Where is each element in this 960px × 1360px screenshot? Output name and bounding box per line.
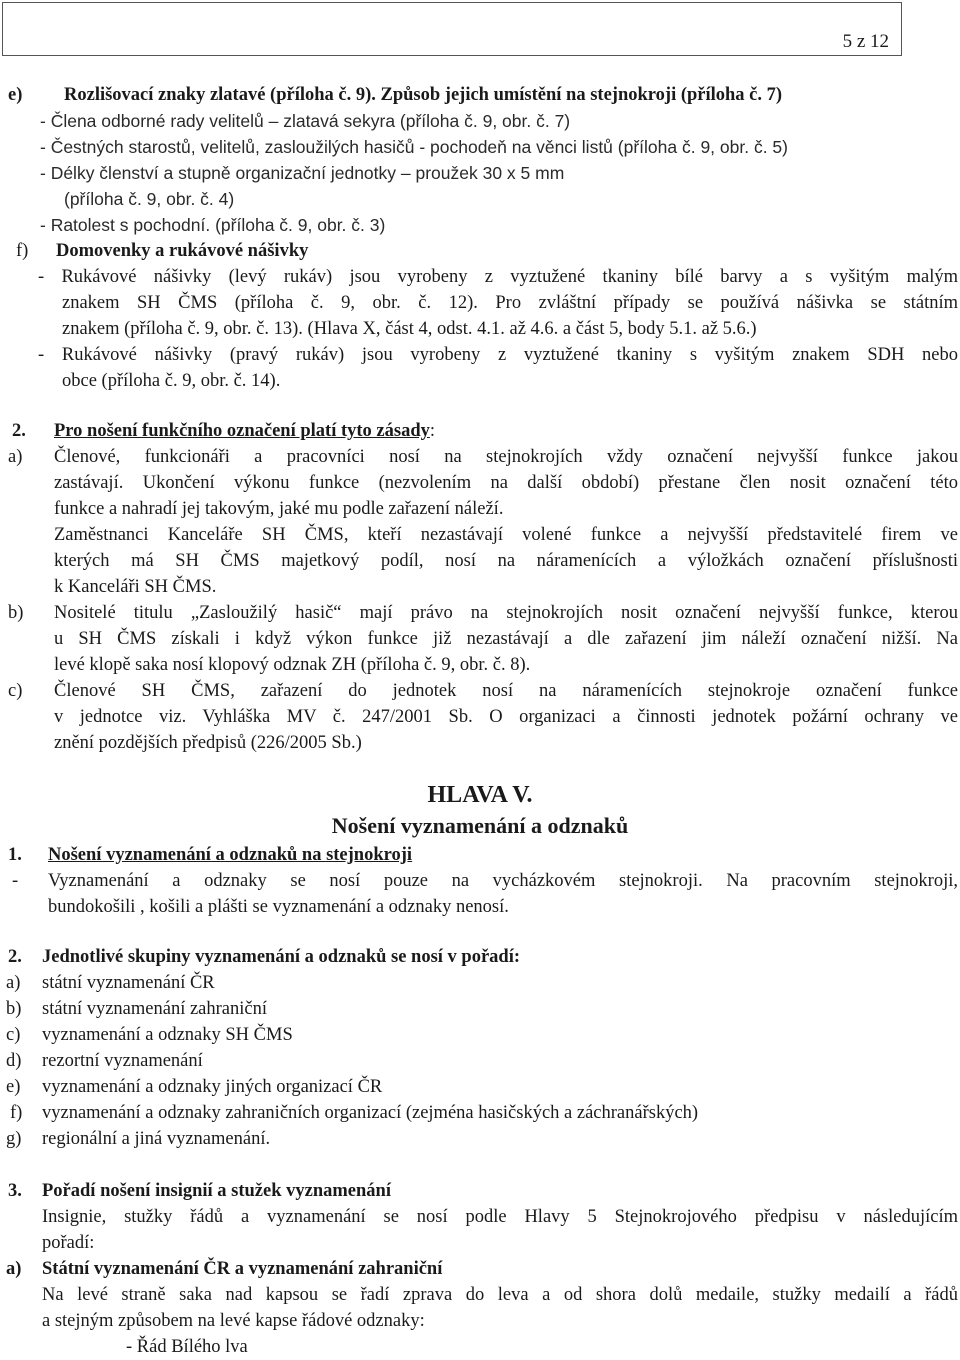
item-f-line-2a: - Rukávové nášivky (pravý rukáv) jsou vyrobeny z vyztužené tkaniny s vyšitým znakem SDH nebo — [38, 345, 958, 365]
item-2a-line-2: zastávají. Ukončení výkonu funkce (nezvolením na další období) přestane člen nosit označení této — [54, 473, 958, 493]
item-2a-line-5: kterých má SH ČMS majetkový podíl, nosí na náramenících a výložkách označení příslušnosti — [54, 551, 958, 571]
order-item-text: regionální a jiná vyznamenání. — [42, 1129, 271, 1149]
item-e-line-3b: (příloha č. 9, obr. č. 4) — [64, 189, 235, 209]
section-h3-number: 3. — [8, 1181, 22, 1201]
section-h3-line-2: pořadí: — [42, 1233, 95, 1253]
order-item-label: a) — [6, 973, 21, 993]
item-e-line-2: - Čestných starostů, velitelů, zasloužilých hasičů - pochodeň na věnci listů (příloha č. 9, obr. č. 5) — [40, 137, 788, 157]
item-2b-label: b) — [8, 603, 24, 623]
item-e-line-3a: - Délky členství a stupně organizační jednotky – proužek 30 x 5 mm — [40, 163, 565, 183]
order-item-text: vyznamenání a odznaky zahraničních organizací (zejména hasičských a záchranářských) — [42, 1103, 699, 1123]
item-2c-label: c) — [8, 681, 23, 701]
item-2a-line-1: Členové, funkcionáři a pracovníci nosí na stejnokrojích vždy označení nejvyšší funkce jakou — [54, 447, 958, 467]
item-f-label: f) — [16, 241, 29, 261]
item-f-line-2b: obce (příloha č. 9, obr. č. 14). — [62, 371, 281, 391]
order-item-text: státní vyznamenání ČR — [42, 973, 215, 993]
item-e-label: e) — [8, 85, 23, 105]
item-f-title: Domovenky a rukávové nášivky — [56, 241, 309, 261]
section-h2-title: Jednotlivé skupiny vyznamenání a odznaků se nosí v pořadí: — [42, 947, 521, 967]
item-2a-line-6: k Kanceláři SH ČMS. — [54, 577, 217, 597]
section-h3-title: Pořadí nošení insignií a stužek vyznamenání — [42, 1181, 391, 1201]
section-h3-line-1: Insignie, stužky řádů a vyznamenání se nosí podle Hlavy 5 Stejnokrojového předpisu v následujícím — [42, 1207, 958, 1227]
item-2c-line-2: v jednotce viz. Vyhláška MV č. 247/2001 Sb. O organizaci a činnosti jednotek požární ochrany ve — [54, 707, 958, 727]
item-f-line-1a: - Rukávové nášivky (levý rukáv) jsou vyrobeny z vyztužené tkaniny bílé barvy a s vyšitým malým — [38, 267, 958, 287]
item-2c-line-1: Členové SH ČMS, zařazení do jednotek nosí na náramenících stejnokroje označení funkce — [54, 681, 958, 701]
section-h3a-title: Státní vyznamenání ČR a vyznamenání zahraniční — [42, 1259, 443, 1279]
item-2a-line-4: Zaměstnanci Kanceláře SH ČMS, kteří nezastávají volené funkce a nejvyšší představitelé firem ve — [54, 525, 958, 545]
page-number: 5 z 12 — [842, 31, 889, 52]
item-2b-line-2: u SH ČMS získali i když výkon funkce již nezastávají a dle zařazení jim náleží označení nižší. Na — [54, 629, 958, 649]
order-item-text: vyznamenání a odznaky SH ČMS — [42, 1025, 293, 1045]
section-h1-number: 1. — [8, 845, 22, 865]
item-2c-line-3: znění pozdějších předpisů (226/2005 Sb.) — [54, 733, 362, 753]
item-f-line-1b: znakem SH ČMS (příloha č. 9, obr. č. 12). Pro zvláštní případy se používá nášivka se státním — [62, 293, 958, 313]
order-item-label: c) — [6, 1025, 21, 1045]
section-h1-dash: - — [12, 871, 19, 891]
item-2a-line-3: funkce a nahradí jej takovým, jaké mu podle zařazení náleží. — [54, 499, 504, 519]
item-2b-line-3: levé klopě saka nosí klopový odznak ZH (příloha č. 9, obr. č. 8). — [54, 655, 531, 675]
chapter-title: HLAVA V. — [427, 782, 533, 808]
item-e-title: Rozlišovací znaky zlatavé (příloha č. 9). Způsob jejich umístění na stejnokroji (příloha č. 7) — [64, 85, 783, 105]
page-header-box — [2, 2, 902, 56]
order-item-label: e) — [6, 1077, 21, 1097]
order-item-text: státní vyznamenání zahraniční — [42, 999, 267, 1019]
order-item-label: d) — [6, 1051, 22, 1071]
order-item-text: rezortní vyznamenání — [42, 1051, 203, 1071]
section-h1-line-2: bundokošili , košili a plášti se vyznamenání a odznaky nenosí. — [48, 897, 509, 917]
section-h3a-line-3: - Řád Bílého lva — [126, 1337, 248, 1357]
section-2-heading — [54, 418, 435, 444]
order-item-label: f) — [10, 1103, 23, 1123]
item-e-line-4: - Ratolest s pochodní. (příloha č. 9, obr. č. 3) — [40, 215, 386, 235]
section-2-title: Pro nošení funkčního označení platí tyto zásady — [54, 421, 430, 441]
section-h1-title: Nošení vyznamenání a odznaků na stejnokroji — [48, 845, 413, 865]
section-h3a-line-2: a stejným způsobem na levé kapse řádové odznaky: — [42, 1311, 425, 1331]
chapter-subtitle: Nošení vyznamenání a odznaků — [331, 813, 629, 838]
section-2-colon: : — [429, 421, 436, 441]
section-h3a-line-1: Na levé straně saka nad kapsou se řadí zprava do leva a od shora dolů medaile, stužky medailí a řádů — [42, 1285, 958, 1305]
order-item-text: vyznamenání a odznaky jiných organizací ČR — [42, 1077, 383, 1097]
section-h2-number: 2. — [8, 947, 22, 967]
item-2a-label: a) — [8, 447, 23, 467]
section-2-number: 2. — [12, 421, 26, 441]
item-2b-line-1: Nositelé titulu „Zasloužilý hasič“ mají právo na stejnokrojích nosit označení nejvyšší funkce, kterou — [54, 603, 958, 623]
section-h1-line-1: Vyznamenání a odznaky se nosí pouze na vycházkovém stejnokroji. Na pracovním stejnokroji, — [48, 871, 958, 891]
section-h3a-label: a) — [6, 1259, 22, 1279]
order-item-label: g) — [6, 1129, 22, 1149]
item-e-line-1: - Člena odborné rady velitelů – zlatavá sekyra (příloha č. 9, obr. č. 7) — [40, 111, 571, 131]
item-f-line-1c: znakem (příloha č. 9, obr. č. 13). (Hlava X, část 4, odst. 4.1. až 4.6. a část 5, body 5.1. až 5.6.) — [62, 319, 757, 339]
order-item-label: b) — [6, 999, 22, 1019]
